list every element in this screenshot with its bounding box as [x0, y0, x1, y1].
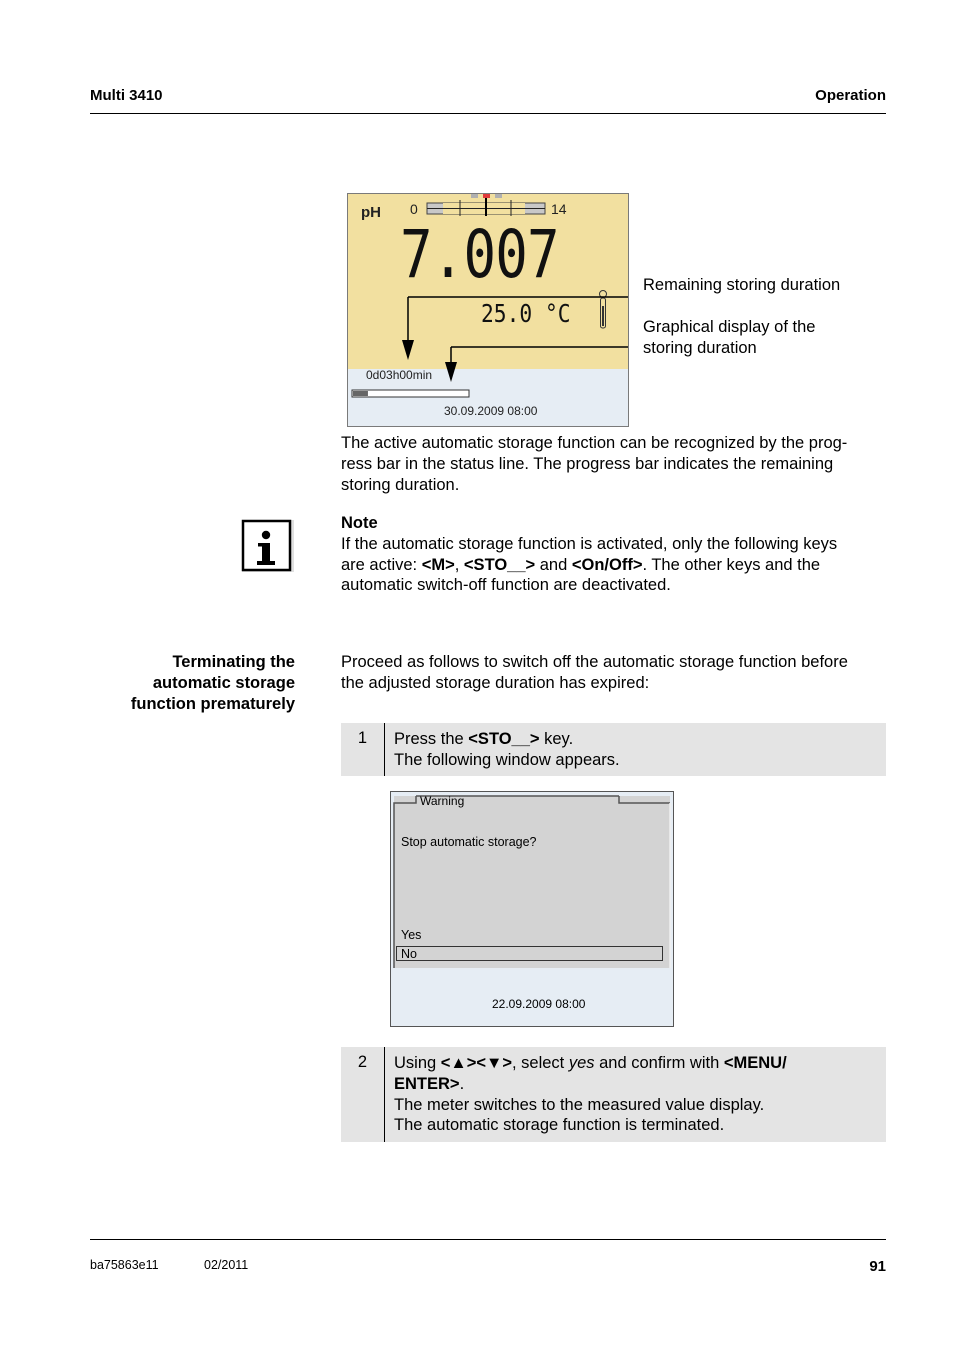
thermometer-icon [600, 291, 607, 329]
note-line1: If the automatic storage function is activated, only the following keys [341, 534, 838, 553]
step-1-number: 1 [357, 729, 368, 747]
page-number: 91 [869, 1258, 886, 1275]
step-2-text: Using <▲><▼>, select yes and confirm with <MENU/ ENTER>. The meter switches to the measured value display. The automatic storage function is terminated. [394, 1054, 787, 1135]
temperature-value: 25.0 °C [481, 299, 571, 328]
display-datetime: 30.09.2009 08:00 [444, 404, 538, 418]
para1-line1: The active automatic storage function can be recognized by the prog- [341, 434, 848, 452]
remaining-time: 0d03h00min [366, 368, 433, 382]
footer-rule [90, 1239, 886, 1240]
key-sto: <STO__> [468, 730, 540, 748]
para1-line2: ress bar in the status line. The progress bar indicates the remaining [341, 454, 834, 473]
arrow-graphical [445, 362, 457, 382]
arrow-remaining [402, 340, 414, 360]
para1-line3: storing duration. [341, 475, 460, 494]
note-line2: are active: <M>, <STO__> and <On/Off>. The other keys and the [341, 555, 821, 574]
paragraph-progress-bar [341, 433, 886, 495]
key-m: <M> [421, 555, 455, 574]
dialog-frame [391, 792, 673, 1026]
footer-doc-id: ba75863e11 [90, 1258, 159, 1272]
storage-progress-bar [352, 390, 469, 397]
display-datetime: 22.09.2009 08:00 [492, 997, 586, 1011]
callout-graphical-1: Graphical display of the [643, 318, 816, 336]
header-chapter: Operation [815, 87, 886, 104]
key-menu-enter: <MENU/ [723, 1054, 787, 1072]
scale-max: 14 [551, 201, 567, 217]
callout-remaining: Remaining storing duration [643, 276, 841, 294]
option-yes[interactable]: Yes [401, 928, 422, 942]
scale-min: 0 [410, 201, 418, 217]
note-block [341, 513, 886, 596]
header-rule [90, 113, 886, 114]
scale-marker-left [471, 194, 478, 198]
key-arrows: <▲><▼> [440, 1054, 512, 1072]
header-product: Multi 3410 [90, 87, 163, 104]
step-2 [341, 1047, 886, 1142]
dialog-question: Stop automatic storage? [401, 835, 537, 849]
meter-display-storage [347, 193, 629, 427]
note-line3: automatic switch-off function are deactivated. [341, 576, 671, 595]
scale-marker-center [483, 194, 490, 198]
dialog-title: Warning [420, 794, 465, 808]
step-1 [341, 723, 886, 776]
note-title: Note [341, 514, 378, 532]
step-2-number: 2 [357, 1053, 368, 1071]
step-1-text: Press the <STO__> key. The following window appears. [394, 730, 620, 769]
main-measured-value: 7.007 [400, 216, 559, 293]
meter-display-warning [390, 791, 674, 1027]
info-icon [241, 519, 295, 573]
callout-graphical-2: storing duration [643, 339, 757, 357]
option-no[interactable]: No [396, 946, 663, 961]
key-sto: <STO__> [463, 555, 536, 574]
section-heading: Terminating the automatic storage function prematurely [130, 653, 295, 713]
parameter-label: pH [361, 204, 381, 221]
footer-date: 02/2011 [204, 1258, 249, 1272]
scale-marker-right [495, 194, 502, 198]
storage-progress-fill [353, 391, 368, 396]
key-onoff: <On/Off> [571, 555, 643, 574]
section-intro: Proceed as follows to switch off the automatic storage function before the adjusted storage duration has expired: [341, 653, 848, 692]
